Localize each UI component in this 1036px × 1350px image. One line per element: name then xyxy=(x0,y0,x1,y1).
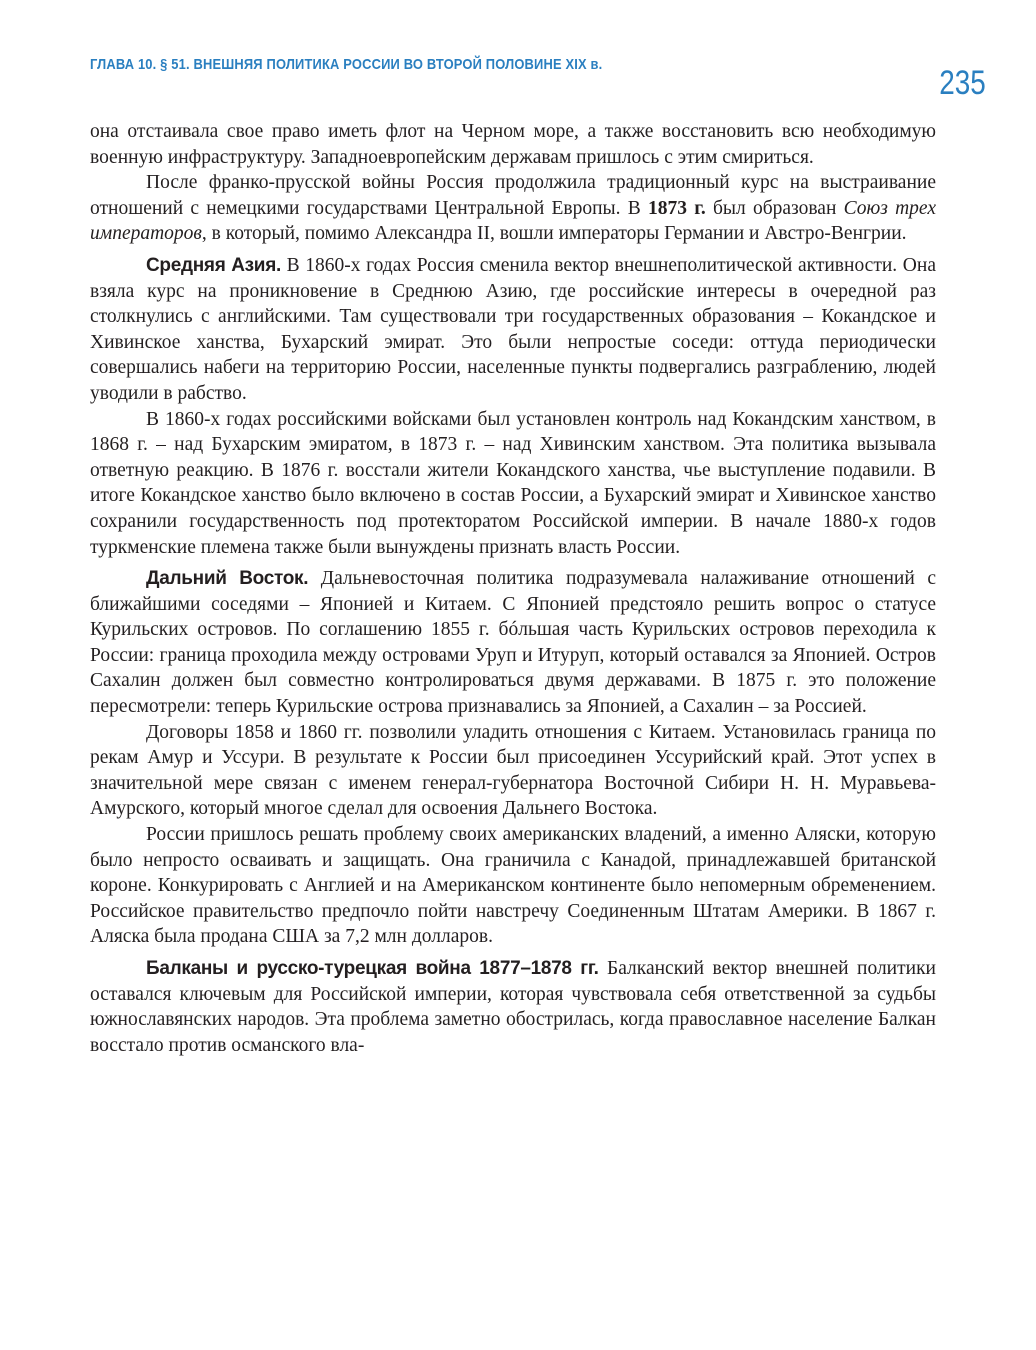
section-central-asia xyxy=(90,253,936,407)
page-number: 235 xyxy=(939,64,986,102)
term-highlight: Союз трех императоров xyxy=(90,197,936,245)
paragraph-continuation: она отстаивала свое право иметь флот на Черном море, а также восстановить всю необходимую военную инфраструктуру. Западноевропейским державам пришлось с этим смириться. xyxy=(90,121,936,168)
section-heading: Средняя Азия. xyxy=(146,254,281,276)
paragraph-text: Балканский вектор внешней политики оставался ключевым для Российской империи, которая чувствовала себя ответственной за судьбы южнославянских народов. Эта проблема заметно обострилась, когда православное население Балкан восстало против османского вла- xyxy=(90,958,936,1056)
paragraph-alaska: России пришлось решать проблему своих американских владений, а именно Аляски, которую было непросто осваивать и защищать. Она граничила с Канадой, принадлежавшей британской короне. Конкурировать с Англией и на Американском континенте было непомерным обременением. Российское правительство предпочло пойти навстречу Соединенным Штатам Америки. В 1867 г. Аляска была продана США за 7,2 млн долларов. xyxy=(90,824,936,948)
paragraph-china-treaties: Договоры 1858 и 1860 гг. позволили уладить отношения с Китаем. Установилась граница по рекам Амур и Уссури. В результате к России был присоединен Уссурийский край. Этот успех в значительной мере связан с именем генерал-губернатора Восточной Сибири Н. Н. Муравьева-Амурского, который многое сделал для освоения Дальнего Востока. xyxy=(90,721,936,820)
paragraph-text: Дальневосточная политика подразумевала налаживание отношений с ближайшими соседями – Японией и Китаем. С Японией предстояло решить вопрос о статусе Курильских островов. По соглашению 1855 г. бóльшая часть Курильских островов переходила к России: граница проходила между островами Уруп и Итуруп, который оставался за Японией. Остров Сахалин должен был совместно контролироваться двумя державами. В 1875 г. это положение пересмотрели: теперь Курильские острова признавались за Японией, а Сахалин – за Россией. xyxy=(90,568,936,718)
paragraph-text: был образован xyxy=(705,197,844,219)
paragraph-three-emperors xyxy=(90,170,936,247)
paragraph-text: В 1860-х годах Россия сменила вектор внешнеполитической активности. Она взяла курс на проникновение в Среднюю Азию, где российские интересы в очередной раз столкнулись с английскими. Там существовали три государственных образования – Кокандское и Хивинское ханства, Бухарский эмират. Это были непростые соседи: оттуда периодически совершались набеги на территорию России, населенные пункты подвергались разграблению, людей уводили в рабство. xyxy=(90,254,936,404)
body-text xyxy=(90,119,936,1058)
section-heading: Дальний Восток. xyxy=(146,568,309,590)
paragraph-khanates: В 1860-х годах российскими войсками был установлен контроль над Кокандским ханством, в 1868 г. – над Бухарским эмиратом, в 1873 г. – над Хивинским ханством. Эта политика вызывала ответную реакцию. В 1876 г. восстали жители Кокандского ханства, чье выступление подавили. В итоге Кокандское ханство было включено в состав России, а Бухарский эмират и Хивинское ханство сохранили государственность под протекторатом Российской империи. В начале 1880-х годов туркменские племена также были вынуждены признать власть России. xyxy=(90,408,936,558)
paragraph-text: После франко-прусской войны Россия продолжила традиционный курс на выстраивание отношений с немецкими государствами Центральной Европы. В xyxy=(90,172,936,219)
section-balkans xyxy=(90,956,936,1058)
running-header-title: ГЛАВА 10. § 51. ВНЕШНЯЯ ПОЛИТИКА РОССИИ ВО ВТОРОЙ ПОЛОВИНЕ XIX в. xyxy=(90,56,603,73)
section-heading: Балканы и русско-турецкая война 1877–1878 гг. xyxy=(146,958,599,979)
paragraph-text: , в который, помимо Александра II, вошли императоры Германии и Австро-Венгрии. xyxy=(201,223,907,245)
year-highlight: 1873 г. xyxy=(647,197,706,219)
section-far-east xyxy=(90,566,936,720)
